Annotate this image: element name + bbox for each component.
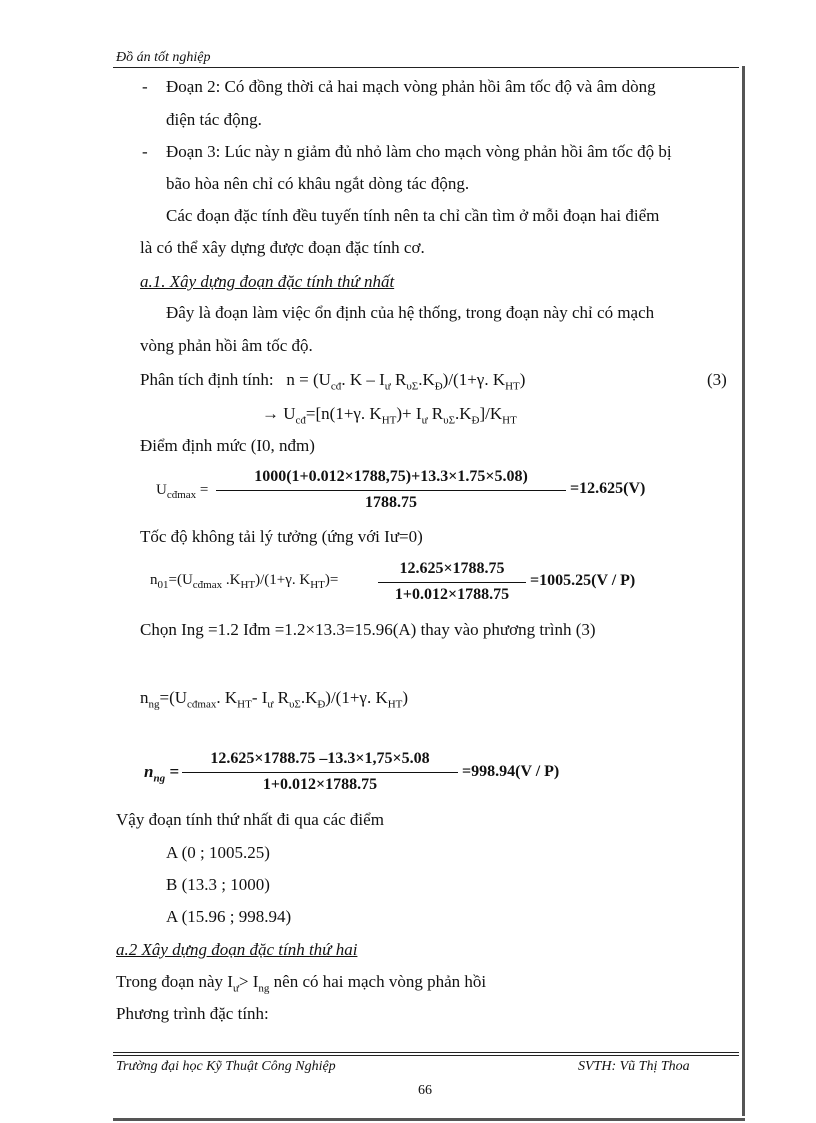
formula3-fraction-line [182, 772, 458, 773]
choose-line: Chọn Ing =1.2 Iđm =1.2×13.3=15.96(A) thay vào phương trình (3) [140, 620, 596, 639]
footer-school: Trường đại học Kỹ Thuật Công Nghiệp [116, 1059, 336, 1074]
para1-line1: Các đoạn đặc tính đều tuyến tính nên ta chỉ cần tìm ở mỗi đoạn hai điểm [166, 206, 660, 225]
para1-line2: là có thể xây dựng được đoạn đặc tính cơ. [140, 238, 425, 257]
bullet3-line1: Đoạn 3: Lúc này n giảm đủ nhỏ làm cho mạch vòng phản hồi âm tốc độ bị [166, 142, 672, 161]
bullet-marker: - [142, 142, 148, 161]
formula3-numerator: 12.625×1788.75 –13.3×1,75×5.08 [210, 750, 430, 767]
para3-line: Trong đoạn này $I_ư> I_{ng}$ nên có hai mạch vòng phản hồi [116, 972, 487, 995]
footer-student: SVTH: Vũ Thị Thoa [578, 1059, 690, 1074]
page-number: 66 [418, 1083, 432, 1098]
formula2-result: =1005.25(V / P) [530, 572, 636, 589]
analysis-line [140, 370, 525, 392]
bullet-marker: - [142, 77, 148, 96]
formula2-numerator: 12.625×1788.75 [399, 560, 505, 577]
bullet2-line2: điện tác động. [166, 110, 262, 129]
formula1-fraction-line [216, 490, 566, 491]
formula3-denominator: 1+0.012×1788.75 [262, 776, 378, 793]
page-border-shadow-bottom [113, 1118, 745, 1121]
para4-line: Phương trình đặc tính: [116, 1004, 269, 1023]
equation-number: (3) [707, 370, 727, 389]
bullet3-line2: bão hòa nên chỉ có khâu ngắt dòng tác động. [166, 174, 470, 193]
formula2-denominator: 1+0.012×1788.75 [394, 586, 510, 603]
analysis-label: Phân tích định tính: [140, 370, 274, 389]
formula3-result: =998.94(V / P) [462, 763, 560, 780]
point-c: A (15.96 ; 998.94) [166, 907, 292, 926]
page-border-shadow-right [742, 66, 745, 1116]
footer-rule-top [113, 1052, 739, 1053]
heading-a2: a.2 Xây dựng đoạn đặc tính thứ hai [116, 940, 358, 959]
document-header: Đồ án tốt nghiệp [116, 50, 211, 65]
header-rule [113, 67, 739, 68]
formula1-numerator: 1000(1+0.012×1788,75)+13.3×1.75×5.08) [254, 468, 528, 485]
formula1-result: =12.625(V) [570, 480, 646, 497]
nng-symbol: $n_{ng}$ = [144, 762, 180, 785]
conclusion-line: Vậy đoạn tính thứ nhất đi qua các điểm [116, 810, 384, 829]
point-b: B (13.3 ; 1000) [166, 875, 270, 894]
speed-equation: $n = (U_{cđ}$. K – $I_ư$ $R_{\upsilon\Sigma}.K_Đ)/(1+\gamma$. $K_{HT}$) [277, 370, 526, 393]
n01-equation: $n_{01}=(U_{cđmax}$ $.K_{HT})/(1+\gamma$. $K_{HT})=$ [150, 572, 339, 591]
rated-point-label: Điểm định mức (I0, nđm) [140, 436, 315, 455]
formula1-denominator: 1788.75 [365, 494, 417, 511]
noload-label: Tốc độ không tải lý tưởng (ứng với Iư=0) [140, 527, 423, 546]
setpoint-equation: → $U_{cđ}=[n(1+\gamma$. $K_{HT})+ I_ư$ $R_{\upsilon\Sigma}.K_Đ]/K_{HT}$ [262, 404, 517, 427]
formula2-fraction-line [378, 582, 526, 583]
para2-line2: vòng phản hồi âm tốc độ. [140, 336, 313, 355]
bullet2-line1: Đoạn 2: Có đồng thời cả hai mạch vòng phản hồi âm tốc độ và âm dòng [166, 77, 656, 96]
heading-a1: a.1. Xây dựng đoạn đặc tính thứ nhất [140, 272, 395, 291]
footer-rule-bottom [113, 1055, 739, 1056]
point-a: A (0 ; 1005.25) [166, 843, 270, 862]
ucdmax-label: $U_{cđmax}$ = [156, 482, 209, 501]
nng-equation: $n_{ng}=(U_{cđmax}$. $K_{HT}-$ $I_ư$ $R_{\upsilon\Sigma}.K_Đ)/(1+\gamma$. $K_{HT}$) [140, 688, 409, 711]
para2-line1: Đây là đoạn làm việc ổn định của hệ thống, trong đoạn này chỉ có mạch [166, 303, 655, 322]
